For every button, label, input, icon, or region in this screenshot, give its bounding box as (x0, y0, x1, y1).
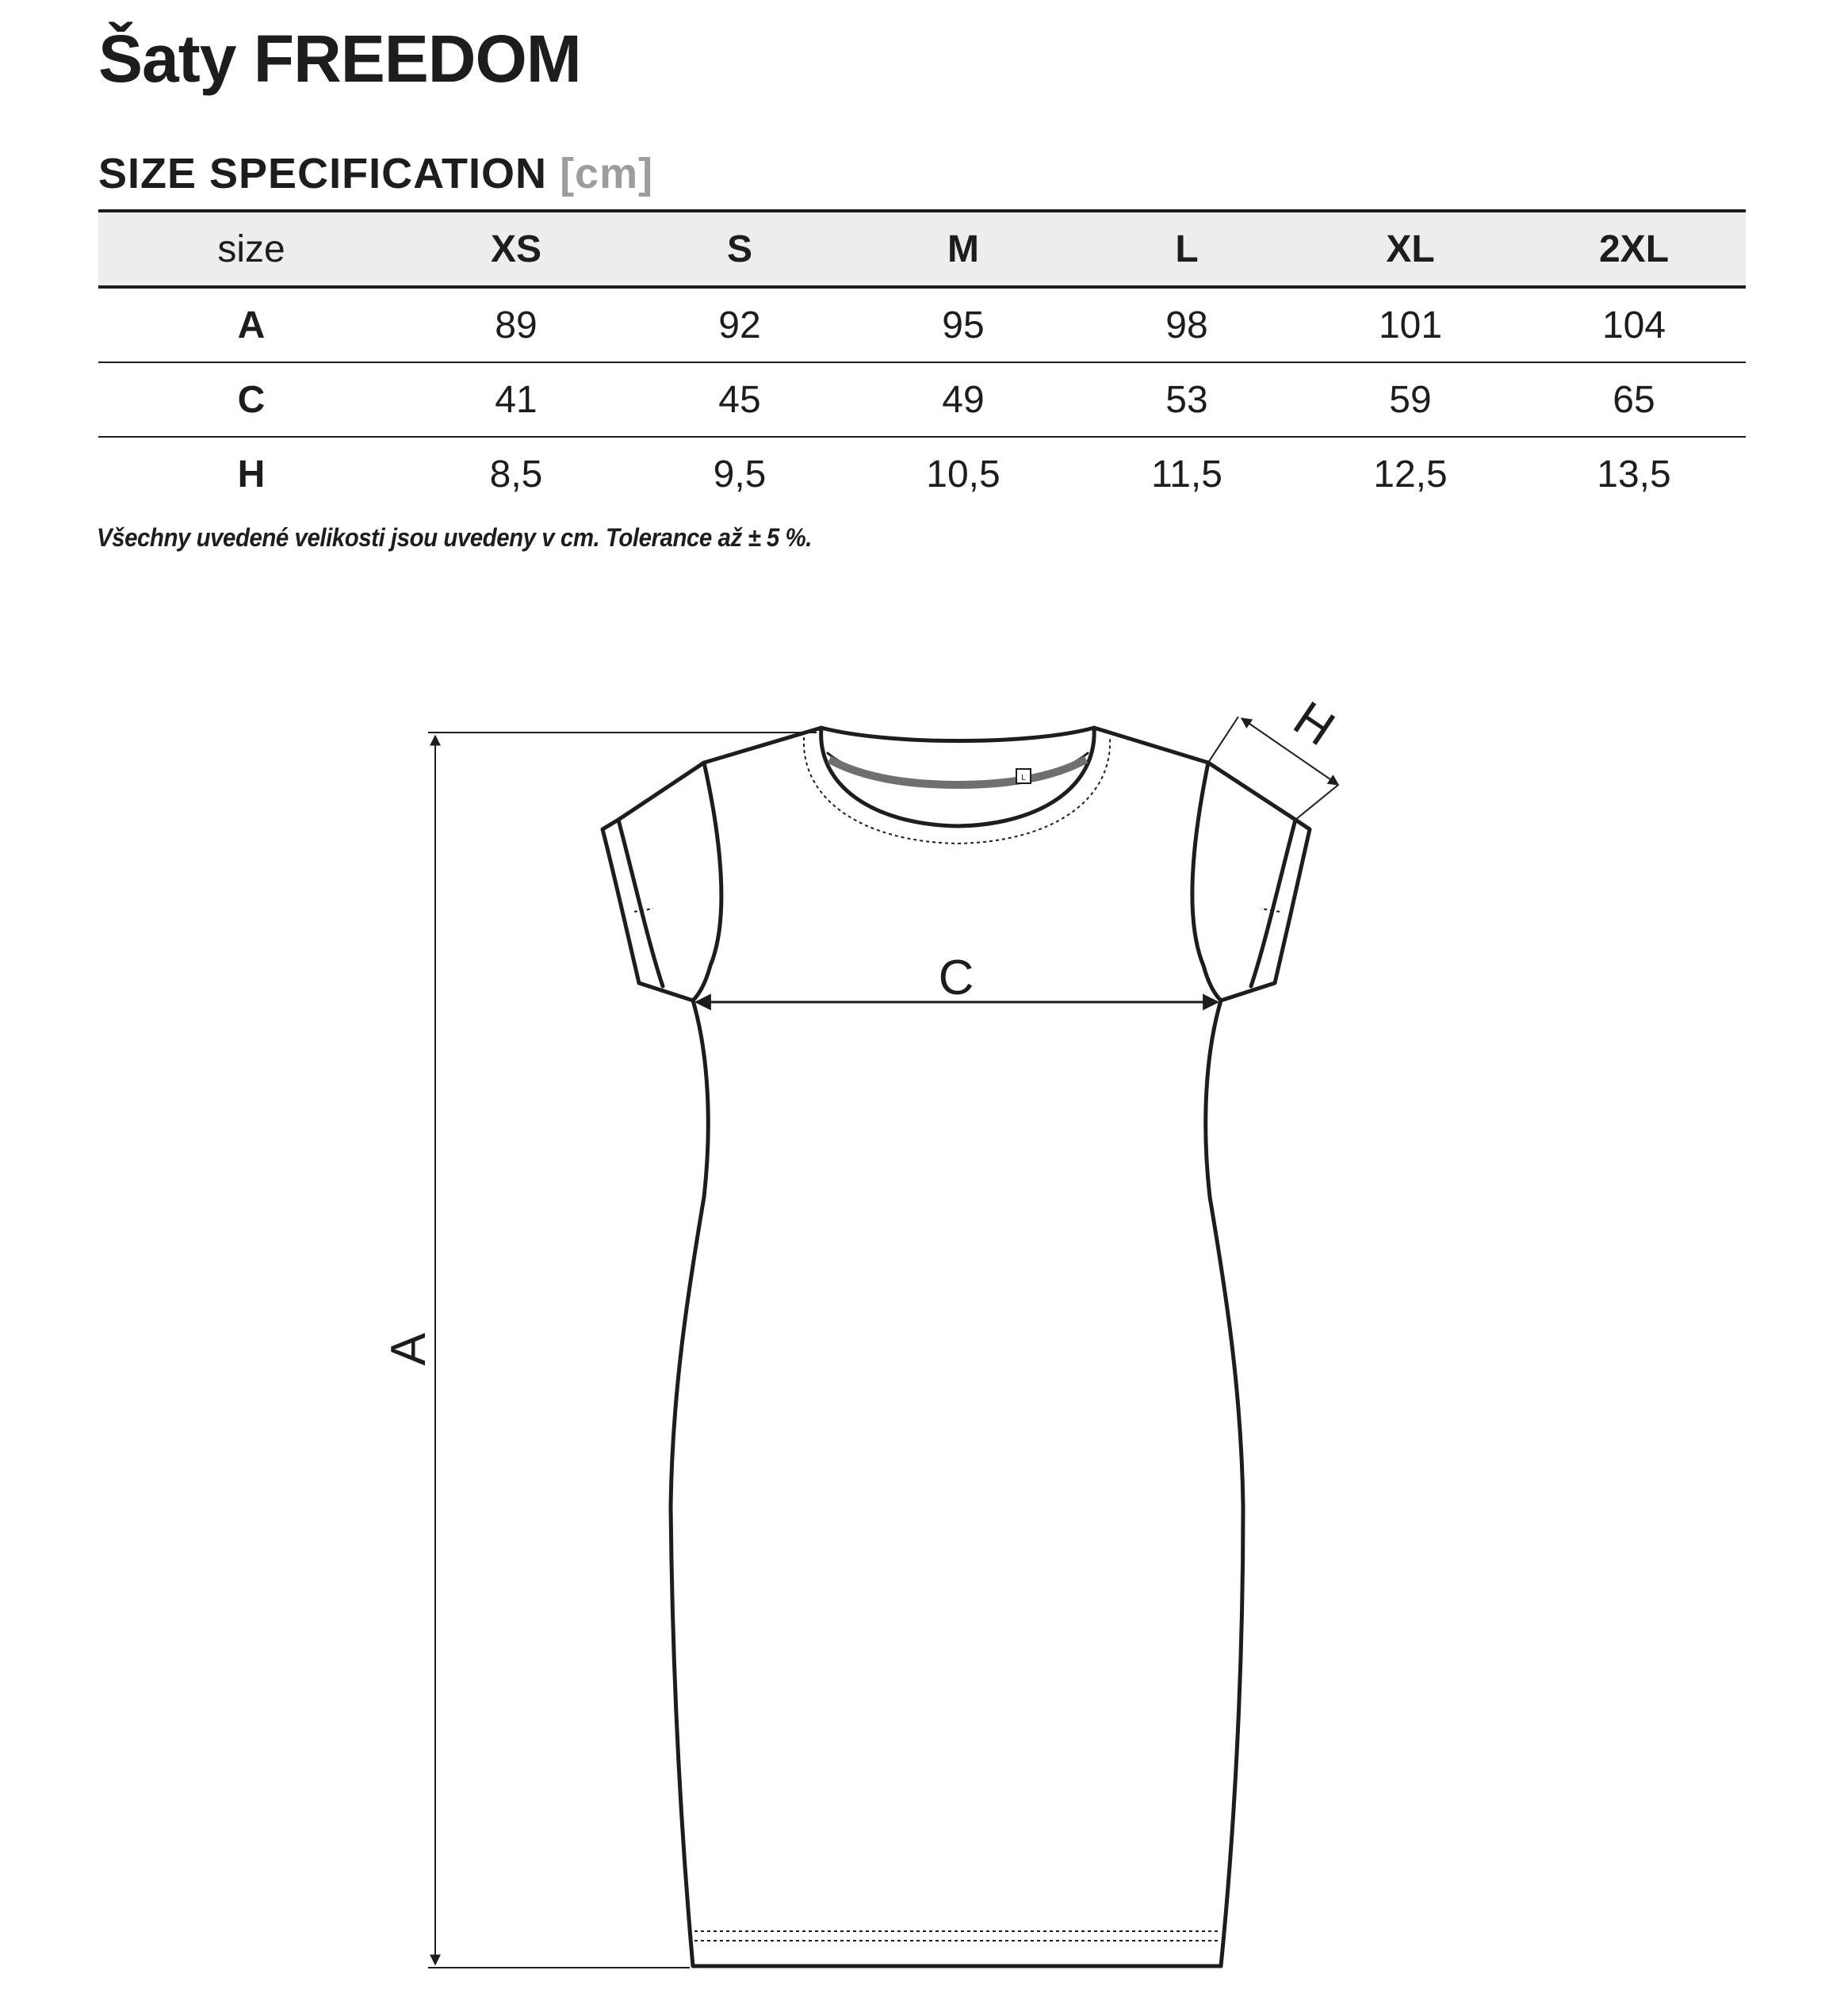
cell: 104 (1522, 287, 1746, 362)
header-size-s: S (628, 211, 851, 287)
cell: 49 (851, 362, 1075, 437)
row-label-a: A (98, 287, 404, 362)
row-label-c: C (98, 362, 404, 437)
spec-unit: [cm] (560, 150, 654, 197)
cell: 45 (628, 362, 851, 437)
cell: 41 (404, 362, 628, 437)
cell: 65 (1522, 362, 1746, 437)
cell: 10,5 (926, 453, 1001, 495)
header-size-l: L (1075, 211, 1299, 287)
neck-tape (829, 759, 1086, 785)
tolerance-note: Všechny uvedené velikosti jsou uvedeny v cm. Tolerance až ± 5 %. (97, 523, 812, 552)
header-size-xl: XL (1299, 211, 1522, 287)
cell: 11,5 (1151, 453, 1222, 495)
label-c: C (938, 951, 974, 1005)
cell: 12,5 (1373, 453, 1448, 495)
cell: 92 (628, 287, 851, 362)
cell: 59 (1299, 362, 1522, 437)
cell: 89 (404, 287, 628, 362)
cell: 53 (1075, 362, 1299, 437)
row-label-h: H (237, 453, 266, 495)
cell: 8,5 (489, 453, 543, 495)
page-title: Šaty FREEDOM (98, 21, 581, 96)
cell: 13,5 (1597, 453, 1671, 495)
cell: 9,5 (713, 453, 767, 495)
header-size-2xl: 2XL (1522, 211, 1746, 287)
cell: 95 (851, 287, 1075, 362)
spec-heading-text: SIZE SPECIFICATION (98, 150, 548, 197)
stitch-lines (634, 737, 1280, 1941)
header-size-xs: XS (404, 211, 628, 287)
cell: 98 (1075, 287, 1299, 362)
cell: 101 (1299, 287, 1522, 362)
tag-label: L (1021, 774, 1026, 782)
size-tag (1016, 769, 1031, 783)
header-size-m: M (851, 211, 1075, 287)
dress-outline (603, 728, 1310, 1966)
label-a: A (381, 1333, 436, 1366)
header-size-label: size (98, 211, 404, 287)
label-h: H (1284, 691, 1345, 757)
